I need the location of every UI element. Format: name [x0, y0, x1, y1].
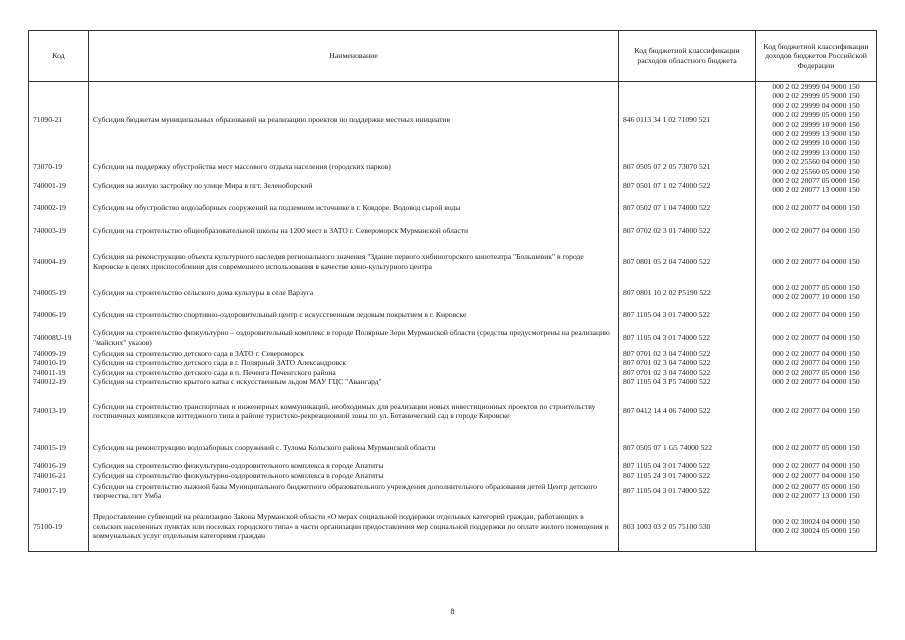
income-code: 000 2 02 20077 04 0000 150: [772, 226, 860, 236]
row-income-codes: [756, 377, 877, 387]
row-name: Субсидия на реконструкцию объекта культурного наследия регионального значения "Здание первого хибиногорского кинотеатра "Большевик" в городе Кировске в целях приспособления для современного использования в качестве кино-культурного центра: [89, 242, 619, 282]
row-income-codes: [756, 242, 877, 282]
income-code: 000 2 02 20077 10 0000 150: [772, 292, 860, 302]
row-name: Субсидия на строительство лыжной базы Муниципального бюджетного образовательного учреждения дополнительного образования детей Центр детского творчества, пгт Умба: [89, 481, 619, 502]
table-row: [29, 82, 877, 158]
income-code: 000 2 02 29999 13 9000 150: [772, 129, 860, 139]
page-number: 8: [450, 607, 455, 616]
income-code: 000 2 02 20077 05 0000 150: [772, 481, 860, 491]
row-name: Субсидия на строительство сельского дома культуры в селе Варзуга: [89, 282, 619, 303]
row-name: Субсидия на строительство крытого катка с искусственным льдом МАУ ГЦС "Авангард": [89, 377, 619, 387]
income-code: 000 2 02 29999 05 0000 150: [772, 110, 860, 120]
row-name: Субсидия на реконструкцию водозаборных сооружений с. Тулома Кольского района Мурманской области: [89, 435, 619, 461]
row-expense-code: 807 0701 02 3 04 74000 522: [619, 368, 756, 377]
income-code: 000 2 02 20077 13 0000 150: [772, 491, 860, 500]
row-name: Субсидия бюджетам муниципальных образований на реализацию проектов по поддержке местных инициатив: [89, 82, 619, 158]
income-code: 000 2 02 20077 05 0000 150: [772, 443, 860, 453]
row-name: Субсидия на строительство физкультурно-оздоровительного комплекса в городе Апатиты: [89, 471, 619, 481]
table-row: [29, 471, 877, 481]
row-code: 740015-19: [29, 435, 89, 461]
income-code: 000 2 02 20077 05 0000 150: [772, 367, 860, 377]
table-row: [29, 195, 877, 220]
income-code: 000 2 02 20077 04 0000 150: [772, 333, 860, 343]
row-expense-code: 803 1003 03 2 05 75100 530: [619, 502, 756, 552]
income-code: 000 2 02 20077 04 0000 150: [772, 310, 860, 320]
row-name: Субсидия на строительство спортивно-оздоровительный центр с искусственным ледовым покрытием в г. Кировске: [89, 303, 619, 327]
row-code: 740005-19: [29, 282, 89, 303]
income-code: 000 2 02 20077 04 0000 150: [772, 348, 860, 358]
row-expense-code: 807 1105 04 3 01 74000 522: [619, 481, 756, 502]
row-expense-code: 807 1105 04 3 01 74000 522: [619, 327, 756, 349]
table-body: [29, 82, 877, 552]
row-expense-code: 807 1105 04 3 P5 74000 522: [619, 377, 756, 387]
income-code: 000 2 02 20077 05 0000 150: [772, 282, 860, 292]
row-code: 740016-19: [29, 461, 89, 470]
table-row: [29, 282, 877, 303]
table-header: [29, 31, 877, 82]
table-row: [29, 303, 877, 327]
row-income-codes: [756, 387, 877, 435]
row-name: Субсидия на строительство физкультурно-оздоровительного комплекса в городе Апатиты: [89, 461, 619, 470]
row-income-codes: [756, 303, 877, 327]
header-code: Код: [29, 31, 89, 82]
row-code: 740001-19: [29, 176, 89, 195]
row-expense-code: 807 1105 24 3 01 74000 522: [619, 471, 756, 481]
row-income-codes: [756, 502, 877, 552]
row-expense-code: 807 1105 04 3 01 74000 522: [619, 303, 756, 327]
row-income-codes: [756, 220, 877, 242]
table-row: [29, 358, 877, 367]
income-code: 000 2 02 20077 13 0000 150: [772, 185, 860, 195]
income-code: 000 2 02 20077 05 0000 150: [772, 176, 860, 186]
row-income-codes: [756, 358, 877, 367]
row-code: 740009-19: [29, 349, 89, 358]
row-code: 740002-19: [29, 195, 89, 220]
row-expense-code: 807 0501 07 1 02 74000 522: [619, 176, 756, 195]
row-name: Субсидия на строительство физкультурно – оздоровительный комплекс в городе Полярные Зори Мурманской области (средства предусмотрены на реализацию "майских" указов): [89, 327, 619, 349]
income-code: 000 2 02 20077 04 0000 150: [772, 461, 860, 471]
row-name: Субсидия на строительство детского сада в ЗАТО г. Североморск: [89, 349, 619, 358]
income-code: 000 2 02 20077 04 0000 150: [772, 377, 860, 387]
income-code: 000 2 02 20077 04 0000 150: [772, 358, 860, 368]
row-name: Субсидия на обустройство водозаборных сооружений на подземном источнике в г. Ковдоре. Водовод сырой воды: [89, 195, 619, 220]
row-code: 740011-19: [29, 368, 89, 377]
income-code: 000 2 02 20077 04 0000 150: [772, 406, 860, 416]
table-row: [29, 377, 877, 387]
row-name: Субсидия на поддержку обустройства мест массового отдыха населения (городских парков): [89, 157, 619, 176]
row-name: Предоставление субвенций на реализацию Закона Мурманской области «О мерах социальной поддержки отдельных категорий граждан, работающих в сельских населенных пунктах или поселках городского типа» в части организации предоставления мер социальной поддержки по оплате жилого помещения и коммунальных услуг отдельным категориям граждан: [89, 502, 619, 552]
header-row: [29, 31, 877, 82]
table-row: [29, 242, 877, 282]
header-income-code: Код бюджетной классификации доходов бюджетов Российской Федерации: [756, 31, 877, 82]
row-income-codes: [756, 195, 877, 220]
income-code: 000 2 02 30024 05 0000 150: [772, 526, 860, 536]
table-row: [29, 461, 877, 470]
income-code: 000 2 02 20077 04 0000 150: [772, 257, 860, 267]
header-name: Наименование: [89, 31, 619, 82]
row-expense-code: 807 0702 02 3 01 74000 522: [619, 220, 756, 242]
table-row: [29, 157, 877, 176]
row-income-codes: [756, 282, 877, 303]
income-code: 000 2 02 29999 04 9000 150: [772, 82, 860, 91]
row-expense-code: 807 0502 07 1 04 74000 522: [619, 195, 756, 220]
row-name: Субсидия на строительство общеобразовательной школы на 1200 мест в ЗАТО г. Североморск Мурманской области: [89, 220, 619, 242]
row-name: Субсидия на жилую застройку по улице Мира в пгт. Зеленоборский: [89, 176, 619, 195]
row-income-codes: [756, 327, 877, 349]
table-row: [29, 481, 877, 502]
budget-table-container: [28, 30, 876, 552]
row-income-codes: [756, 435, 877, 461]
row-income-codes: [756, 481, 877, 502]
row-expense-code: 846 0113 34 1 02 71090 521: [619, 82, 756, 158]
row-expense-code: 807 0701 02 3 04 74000 522: [619, 349, 756, 358]
row-expense-code: 807 1105 04 3 01 74000 522: [619, 461, 756, 470]
row-income-codes: [756, 461, 877, 470]
row-code: 71090-21: [29, 82, 89, 158]
row-income-codes: [756, 349, 877, 358]
row-expense-code: 807 0801 10 2 02 P5190 522: [619, 282, 756, 303]
table-row: [29, 327, 877, 349]
row-income-codes: [756, 176, 877, 195]
income-code: 000 2 02 29999 13 0000 150: [772, 147, 860, 157]
table-row: [29, 368, 877, 377]
income-code: 000 2 02 20077 04 0000 150: [772, 470, 860, 480]
header-expense-code: Код бюджетной классификации расходов областного бюджета: [619, 31, 756, 82]
row-expense-code: 807 0412 14 4 06 74000 522: [619, 387, 756, 435]
row-code: 75100-19: [29, 502, 89, 552]
row-income-codes: [756, 157, 877, 176]
row-code: 740016-21: [29, 471, 89, 481]
income-code: 000 2 02 20077 04 0000 150: [772, 202, 860, 212]
table-row: [29, 435, 877, 461]
income-code: 000 2 02 29999 10 0000 150: [772, 138, 860, 148]
row-income-codes: [756, 471, 877, 481]
row-expense-code: 807 0701 02 3 04 74000 522: [619, 358, 756, 367]
income-code: 000 2 02 29999 10 9000 150: [772, 119, 860, 129]
row-income-codes: [756, 368, 877, 377]
row-name: Субсидия на строительство транспортных и инженерных коммуникаций, необходимых для реализации новых инвестиционных проектов по строительству гостиничных комплексов коттеджного типа в районе туристско-рекреационной зоны по ул. Ботанический сад в городе Кировске: [89, 387, 619, 435]
income-code: 000 2 02 29999 05 9000 150: [772, 91, 860, 101]
budget-classification-table: [28, 30, 877, 552]
row-code: 740010-19: [29, 358, 89, 367]
table-row: [29, 220, 877, 242]
row-name: Субсидия на строительство детского сада в п. Печенга Печенгского района: [89, 368, 619, 377]
row-code: 740017-19: [29, 481, 89, 502]
row-code: 740004-19: [29, 242, 89, 282]
income-code: 000 2 02 29999 04 0000 150: [772, 100, 860, 110]
row-income-codes: [756, 82, 877, 158]
income-code: 000 2 02 25560 05 0000 150: [772, 166, 860, 176]
row-code: 740013-19: [29, 387, 89, 435]
row-name: Субсидия на строительство детского сада в г. Полярный ЗАТО Александровск: [89, 358, 619, 367]
income-code: 000 2 02 25560 04 0000 150: [772, 157, 860, 167]
table-row: [29, 387, 877, 435]
row-expense-code: 807 0505 07 2 05 73070 521: [619, 157, 756, 176]
income-code: 000 2 02 30024 04 0000 150: [772, 516, 860, 526]
row-code: 740012-19: [29, 377, 89, 387]
row-code: 740008U-19: [29, 327, 89, 349]
row-expense-code: 807 0505 07 1 G5 74000 522: [619, 435, 756, 461]
row-code: 73070-19: [29, 157, 89, 176]
row-expense-code: 807 0801 05 2 04 74000 522: [619, 242, 756, 282]
table-row: [29, 349, 877, 358]
row-code: 740006-19: [29, 303, 89, 327]
table-row: [29, 176, 877, 195]
table-row: [29, 502, 877, 552]
row-code: 740003-19: [29, 220, 89, 242]
